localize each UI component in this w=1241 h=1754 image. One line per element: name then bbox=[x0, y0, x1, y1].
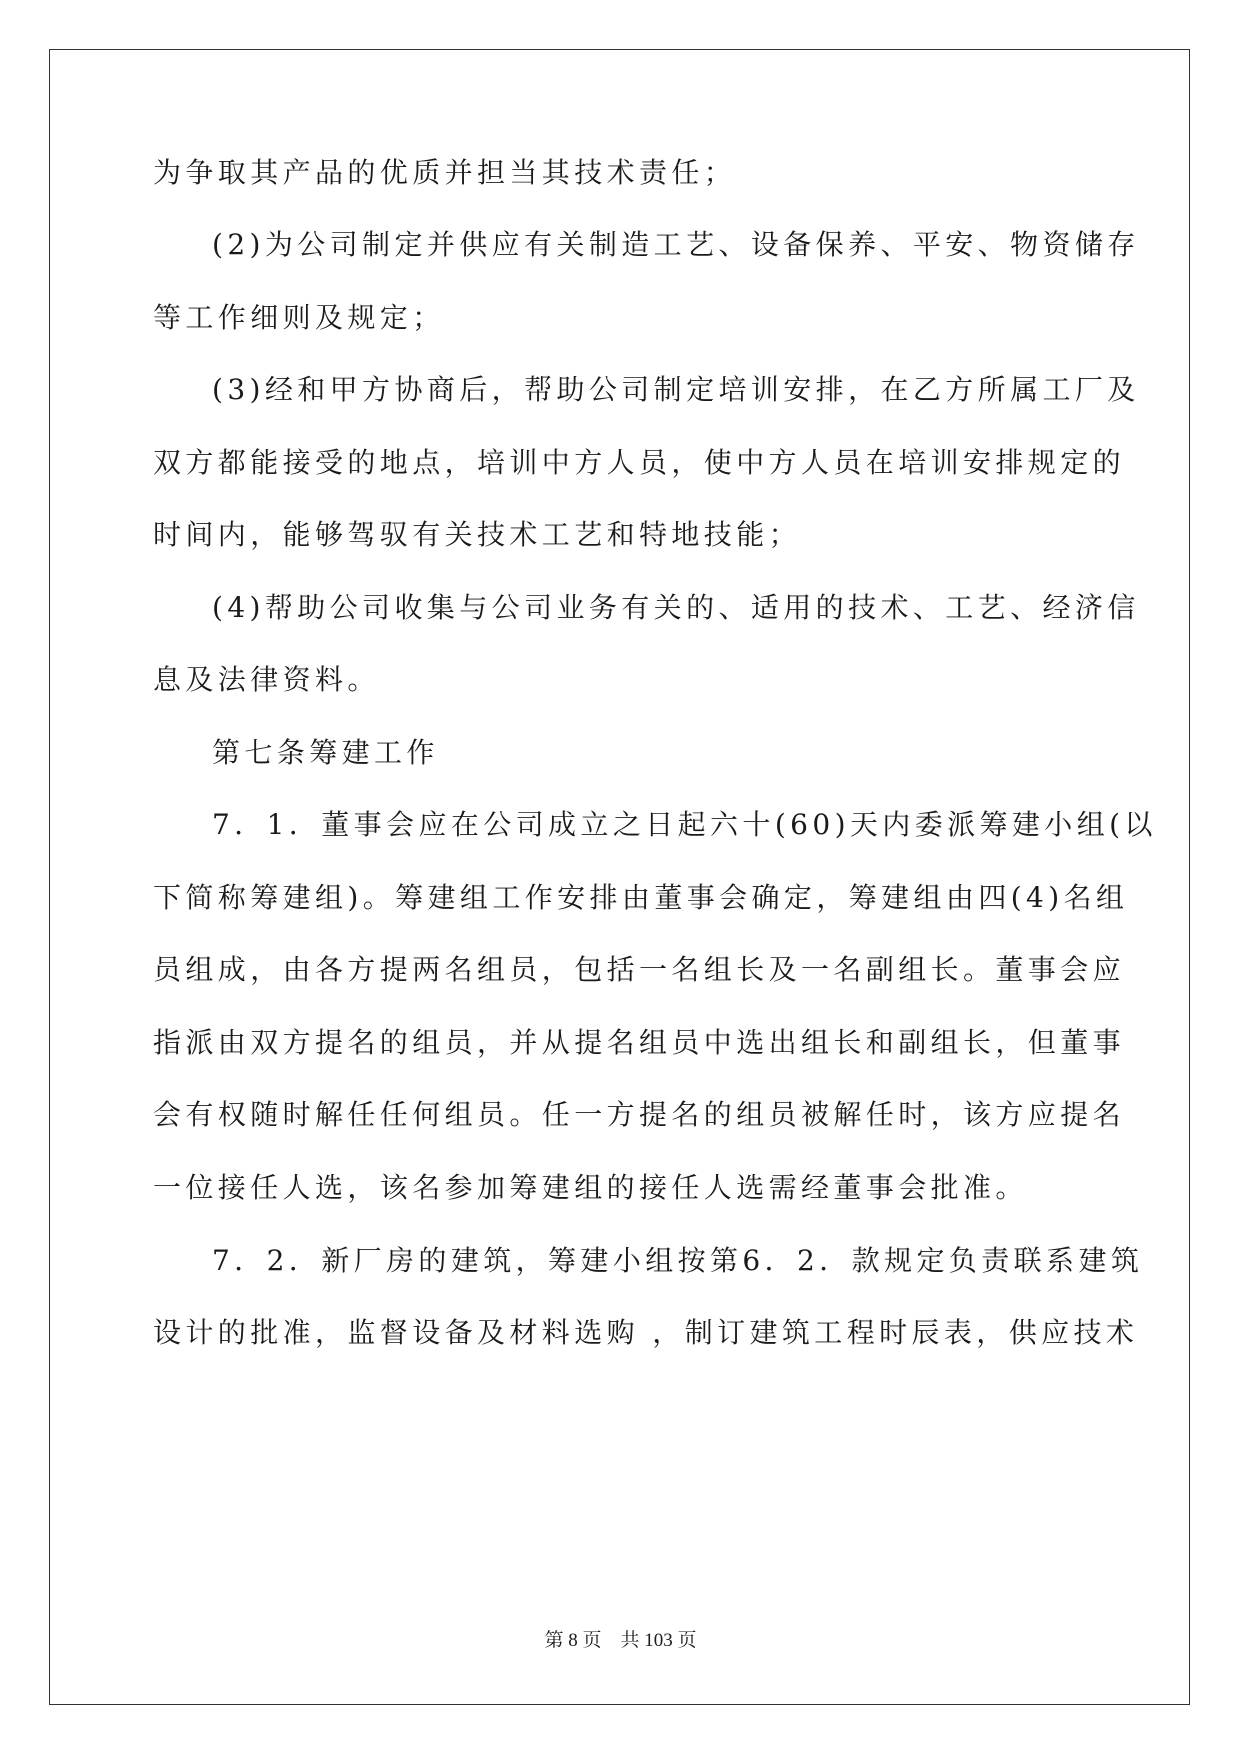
text-line: (4)帮助公司收集与公司业务有关的、适用的技术、工艺、经济信 bbox=[212, 591, 1140, 624]
text-line: 7．1．董事会应在公司成立之日起六十(60)天内委派筹建小组(以 bbox=[212, 808, 1157, 841]
section-heading: 第七条筹建工作 bbox=[212, 736, 439, 769]
text-line: 双方都能接受的地点，培训中方人员，使中方人员在培训安排规定的 bbox=[153, 446, 1126, 479]
text-line: (2)为公司制定并供应有关制造工艺、设备保养、平安、物资储存 bbox=[212, 228, 1140, 261]
text-line: 7．2．新厂房的建筑，筹建小组按第6．2．款规定负责联系建筑 bbox=[212, 1244, 1144, 1277]
text-line: 一位接任人选，该名参加筹建组的接任人选需经董事会批准。 bbox=[153, 1171, 1028, 1204]
text-line: 为争取其产品的优质并担当其技术责任； bbox=[153, 156, 737, 189]
page-number-footer: 第 8 页 共 103 页 bbox=[544, 1630, 697, 1651]
text-line: 设计的批准，监督设备及材料选购 ，制订建筑工程时辰表，供应技术 bbox=[153, 1316, 1139, 1349]
text-line: 等工作细则及规定； bbox=[153, 301, 445, 334]
text-line: 息及法律资料。 bbox=[153, 663, 380, 696]
text-line: 时间内，能够驾驭有关技术工艺和特地技能； bbox=[153, 518, 802, 551]
page-border bbox=[49, 49, 1190, 1705]
text-line: 员组成，由各方提两名组员，包括一名组长及一名副组长。董事会应 bbox=[153, 953, 1126, 986]
text-line: (3)经和甲方协商后，帮助公司制定培训安排，在乙方所属工厂及 bbox=[212, 373, 1140, 406]
text-line: 指派由双方提名的组员，并从提名组员中选出组长和副组长，但董事 bbox=[153, 1026, 1126, 1059]
text-line: 会有权随时解任任何组员。任一方提名的组员被解任时，该方应提名 bbox=[153, 1098, 1126, 1131]
text-line: 下简称筹建组)。筹建组工作安排由董事会确定，筹建组由四(4)名组 bbox=[153, 881, 1129, 914]
